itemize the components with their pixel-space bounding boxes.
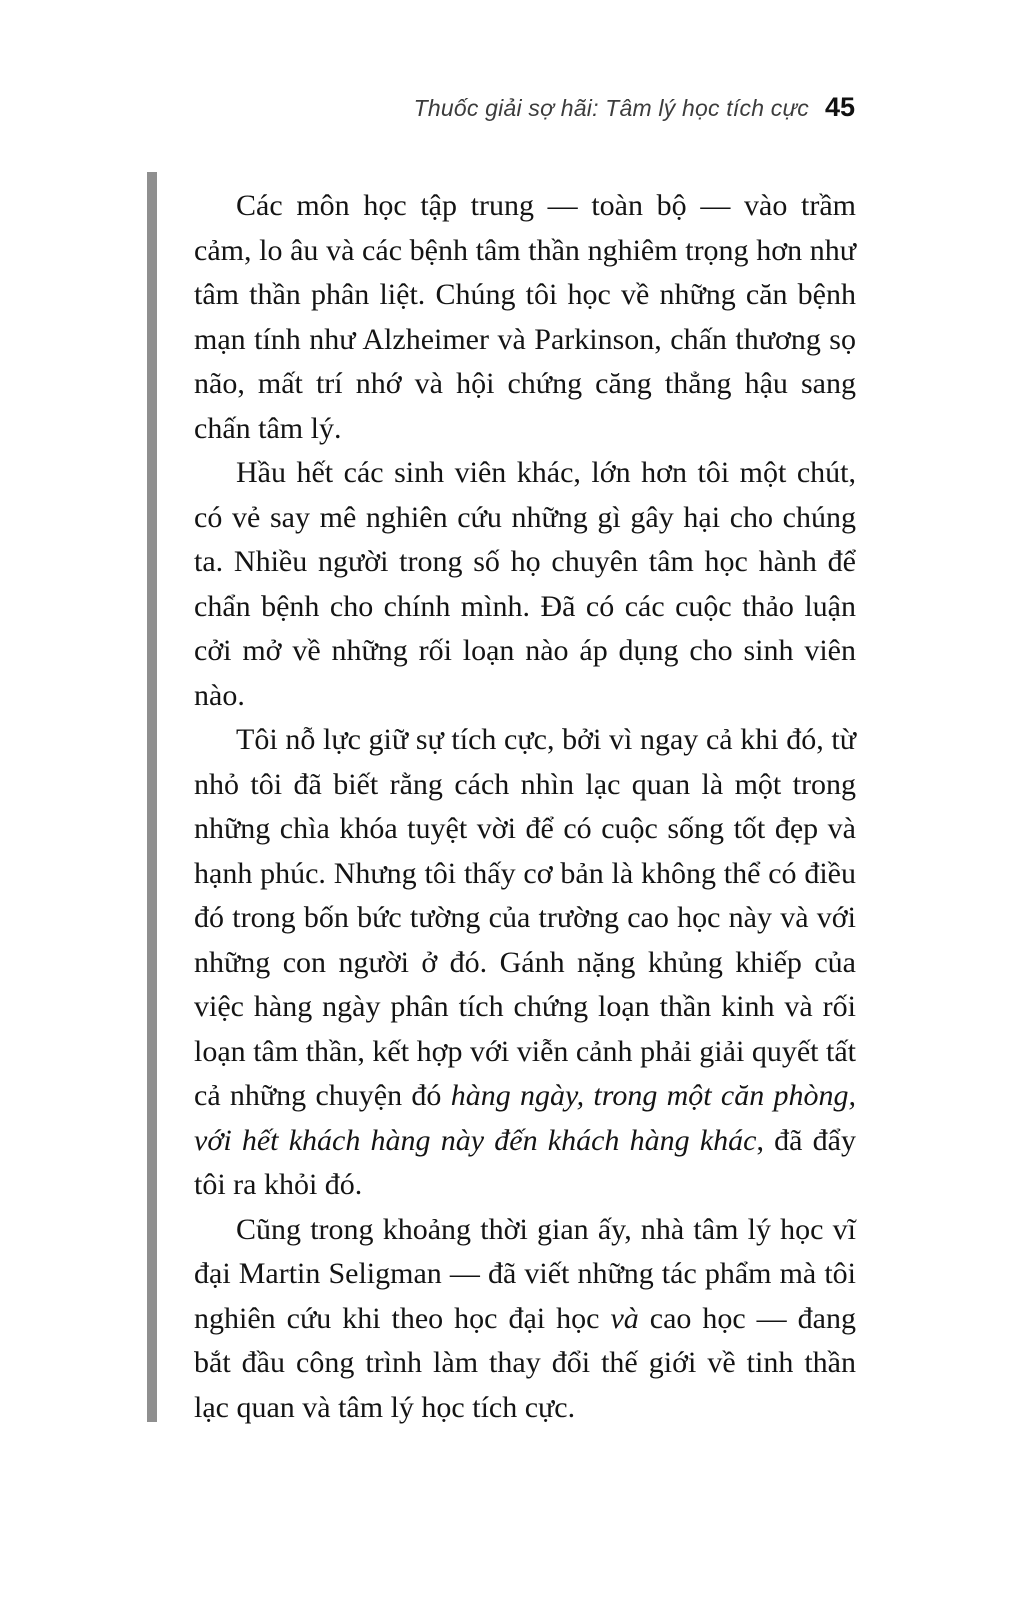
page-number: 45 [824, 92, 855, 122]
paragraph [194, 451, 856, 718]
paragraph [194, 718, 856, 1208]
paragraph-run: cao học — đang bắt đầu công trình làm thay đổi thế giới về tinh thần lạc quan và tâm lý học tích cực. [194, 1301, 856, 1424]
paragraph [194, 1208, 856, 1431]
body-text [194, 184, 856, 1430]
running-header [0, 92, 855, 123]
left-quote-bar [147, 172, 157, 1422]
paragraph-run: Tôi nỗ lực giữ sự tích cực, bởi vì ngay cả khi đó, từ nhỏ tôi đã biết rằng cách nhìn lạc quan là một trong những chìa khóa tuyệt vời để có cuộc sống tốt đẹp và hạnh phúc. Nhưng tôi thấy cơ bản là không thể có điều đó trong bốn bức tường của trường cao học này và với những con người ở đó. Gánh nặng khủng khiếp của việc hàng ngày phân tích chứng loạn thần kinh và rối loạn tâm thần, kết hợp với viễn cảnh phải giải quyết tất cả những chuyện đó [194, 723, 856, 1112]
paragraph [194, 184, 856, 451]
paragraph-italic-run: hàng ngày, trong một căn phòng, với hết khách hàng này đến khách hàng khác [194, 1079, 857, 1157]
paragraph-italic-run: và [610, 1301, 639, 1335]
running-header-title: Thuốc giải sợ hãi: Tâm lý học tích cực [413, 95, 809, 121]
paragraph-run: Các môn học tập trung — toàn bộ — vào trầm cảm, lo âu và các bệnh tâm thần nghiêm trọng hơn như tâm thần phân liệt. Chúng tôi học về những căn bệnh mạn tính như Alzheimer và Parkinson, chấn thương sọ não, mất trí nhớ và hội chứng căng thẳng hậu sang chấn tâm lý. [194, 189, 856, 445]
paragraph-run: Cũng trong khoảng thời gian ấy, nhà tâm lý học vĩ đại Martin Seligman — đã viết những tác phẩm mà tôi nghiên cứu khi theo học đại học [194, 1212, 856, 1335]
paragraph-run: Hầu hết các sinh viên khác, lớn hơn tôi một chút, có vẻ say mê nghiên cứu những gì gây hại cho chúng ta. Nhiều người trong số họ chuyên tâm học hành để chẩn bệnh cho chính mình. Đã có các cuộc thảo luận cởi mở về những rối loạn nào áp dụng cho sinh viên nào. [194, 456, 856, 712]
paragraph-run: , đã đẩy tôi ra khỏi đó. [194, 1123, 856, 1201]
